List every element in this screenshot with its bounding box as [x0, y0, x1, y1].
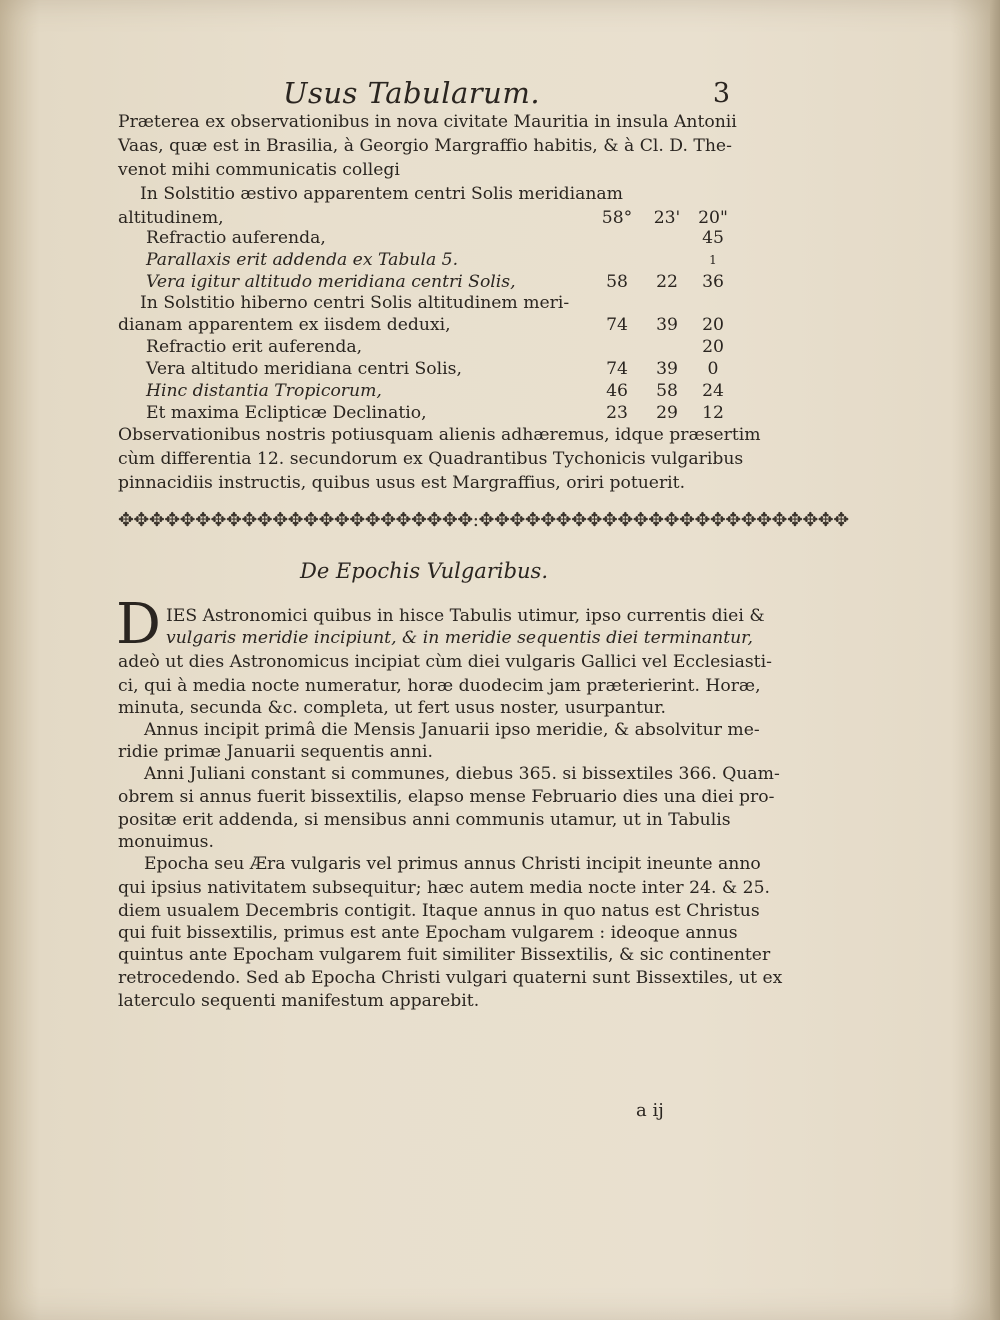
body-line: Anni Juliani constant si communes, diebus 365. si bissextiles 366. Quam-: [144, 764, 780, 784]
body-line: cùm differentia 12. secundorum ex Quadrantibus Tychonicis vulgaribus: [118, 449, 744, 469]
seconds-value: 24: [702, 381, 724, 401]
body-line: obrem si annus fuerit bissextilis, elapso mense Februario dies una diei pro-: [118, 787, 775, 807]
body-line: diem usualem Decembris contigit. Itaque annus in quo natus est Christus: [118, 901, 760, 921]
row-label: In Solstitio æstivo apparentem centri Solis meridianam: [140, 184, 623, 204]
seconds-value: 1: [709, 253, 717, 267]
body-line: vulgaris meridie incipiunt, & in meridie sequentis diei terminantur,: [166, 628, 753, 648]
degrees-value: 58°: [601, 208, 633, 228]
ornament-band: ✥✥✥✥✥✥✥✥✥✥✥✥✥✥✥✥✥✥✥✥✥✥✥:✥✥✥✥✥✥✥✥✥✥✥✥✥✥✥✥✥✥✥✥✥✥✥✥: [118, 509, 849, 531]
row-label: Parallaxis erit addenda ex Tabula 5.: [146, 250, 459, 270]
body-line: ridie primæ Januarii sequentis anni.: [118, 742, 434, 762]
row-label: Hinc distantia Tropicorum,: [146, 381, 382, 401]
row-label: Vera altitudo meridiana centri Solis,: [146, 359, 462, 379]
body-line: adeò ut dies Astronomicus incipiat cùm diei vulgaris Gallici vel Ecclesiasti-: [118, 652, 772, 672]
table-row: [118, 401, 730, 425]
minutes-value: 22: [656, 272, 678, 292]
intro-line: Præterea ex observationibus in nova civitate Mauritia in insula Antonii: [118, 112, 737, 132]
degrees-value: 46: [606, 381, 628, 401]
body-line: minuta, secunda &c. completa, ut fert usus noster, usurpantur.: [118, 698, 666, 718]
body-line: ci, qui à media nocte numeratur, horæ duodecim jam præterierint. Horæ,: [118, 676, 761, 696]
minutes-value: 29: [656, 403, 678, 423]
seconds-value: 20": [698, 208, 728, 228]
body-line: pinnacidiis instructis, quibus usus est Margraffius, oriri potuerit.: [118, 473, 686, 493]
body-line: Epocha seu Æra vulgaris vel primus annus Christi incipit ineunte anno: [144, 854, 761, 874]
row-label: altitudinem,: [118, 208, 224, 228]
body-line: qui fuit bissextilis, primus est ante Epocham vulgarem : ideoque annus: [118, 923, 738, 943]
section-title: De Epochis Vulgaribus.: [299, 559, 548, 583]
body-line: quintus ante Epocham vulgarem fuit similiter Bissextilis, & sic continenter: [118, 945, 771, 965]
row-label: Refractio auferenda,: [146, 228, 326, 248]
table-row: [118, 313, 730, 337]
drop-cap: D: [116, 592, 161, 657]
degrees-value: 74: [606, 315, 628, 335]
table-row: [118, 248, 730, 272]
table-row: [118, 379, 730, 403]
body-line: Annus incipit primâ die Mensis Januarii ipso meridie, & absolvitur me-: [144, 720, 760, 740]
body-line: monuimus.: [118, 832, 214, 852]
body-line: Observationibus nostris potiusquam alienis adhæremus, idque præsertim: [118, 425, 761, 445]
seconds-value: 20: [702, 315, 724, 335]
body-line: retrocedendo. Sed ab Epocha Christi vulgari quaterni sunt Bissextiles, ut ex: [118, 968, 783, 988]
table-row: [118, 357, 730, 381]
row-label: Et maxima Eclipticæ Declinatio,: [146, 403, 427, 423]
page-number: 3: [712, 78, 730, 109]
seconds-value: 45: [702, 228, 724, 248]
row-label: Refractio erit auferenda,: [146, 337, 363, 357]
body-line: positæ erit addenda, si mensibus anni communis utamur, ut in Tabulis: [118, 810, 731, 830]
minutes-value: 39: [656, 359, 678, 379]
body-line: laterculo sequenti manifestum apparebit.: [118, 991, 480, 1011]
seconds-value: 0: [707, 359, 719, 379]
minutes-value: 23': [653, 208, 681, 228]
signature-mark: a ij: [636, 1100, 664, 1121]
table-row: [118, 291, 730, 315]
degrees-value: 23: [606, 403, 628, 423]
body-line: qui ipsius nativitatem subsequitur; hæc autem media nocte inter 24. & 25.: [118, 878, 770, 898]
running-title: Usus Tabularum.: [283, 76, 541, 110]
intro-line: Vaas, quæ est in Brasilia, à Georgio Margraffio habitis, & à Cl. D. The-: [118, 136, 732, 156]
seconds-value: 36: [702, 272, 724, 292]
row-label: In Solstitio hiberno centri Solis altitudinem meri-: [140, 293, 570, 313]
table-row: [118, 335, 730, 359]
row-label: Vera igitur altitudo meridiana centri Solis,: [146, 272, 516, 292]
minutes-value: 39: [656, 315, 678, 335]
seconds-value: 12: [702, 403, 724, 423]
body-line: IES Astronomici quibus in hisce Tabulis utimur, ipso currentis diei &: [166, 606, 765, 626]
page-edge: [990, 0, 1000, 1320]
degrees-value: 58: [606, 272, 628, 292]
seconds-value: 20: [702, 337, 724, 357]
row-label: dianam apparentem ex iisdem deduxi,: [118, 315, 451, 335]
intro-line: venot mihi communicatis collegi: [118, 160, 400, 180]
minutes-value: 58: [656, 381, 678, 401]
table-row: [118, 182, 730, 206]
table-row: [118, 226, 730, 250]
degrees-value: 74: [606, 359, 628, 379]
